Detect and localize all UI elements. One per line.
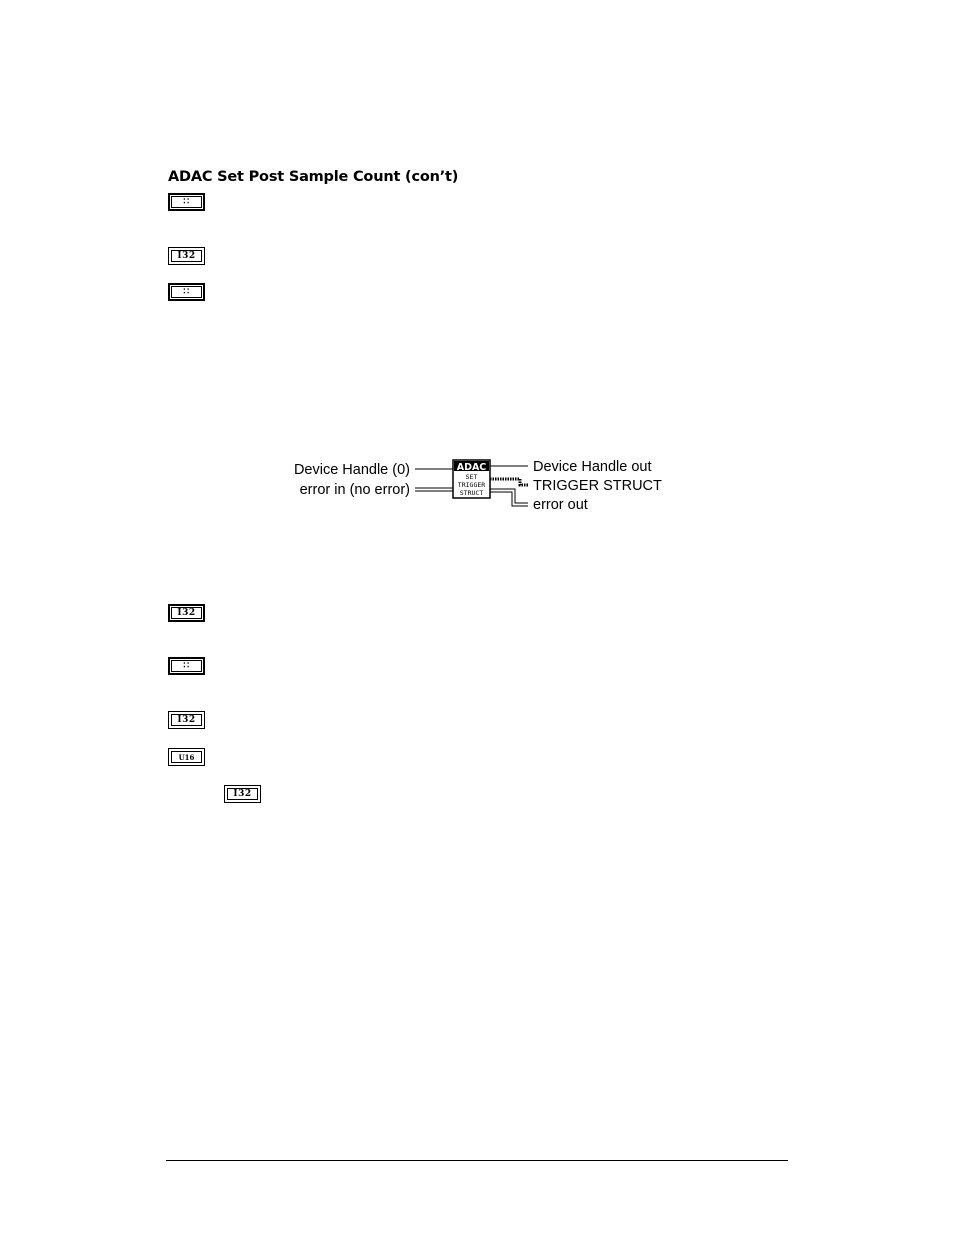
i32-icon	[224, 785, 261, 803]
node-line: STRUCT	[459, 489, 484, 497]
u16-icon-label: U16	[178, 752, 195, 762]
output-label-error-out: error out	[533, 497, 588, 513]
i32-icon-label: I32	[177, 250, 196, 261]
wire-error-out-a	[490, 489, 528, 503]
footer-rule	[166, 1160, 788, 1161]
node-line: TRIGGER	[457, 481, 486, 489]
i32-icon	[168, 247, 205, 265]
i32-icon-label: I32	[177, 607, 196, 618]
output-label-trigger-struct: TRIGGER STRUCT	[533, 478, 662, 494]
input-label-device-handle: Device Handle (0)	[293, 462, 410, 478]
wire-error-out-b	[490, 492, 528, 506]
cluster-icon-glyph: ∷	[183, 196, 190, 207]
cluster-icon-glyph: ∷	[183, 660, 190, 671]
i32-icon-label: I32	[233, 788, 252, 799]
cluster-icon-glyph: ∷	[183, 286, 190, 297]
subvi-node-icon	[453, 460, 490, 498]
cluster-icon	[168, 283, 205, 301]
i32-icon-label: I32	[177, 714, 196, 725]
i32-icon	[168, 711, 205, 729]
section-heading: ADAC Set Post Sample Count (con’t)	[168, 169, 459, 185]
wire-trigger-struct	[490, 479, 528, 485]
cluster-icon	[168, 193, 205, 211]
i32-icon	[168, 604, 205, 622]
connector-pane-diagram	[270, 450, 690, 520]
cluster-icon	[168, 657, 205, 675]
input-label-error-in: error in (no error)	[299, 482, 410, 498]
node-line: SET	[465, 473, 478, 481]
node-title: ADAC	[456, 462, 487, 473]
output-label-device-handle-out: Device Handle out	[533, 459, 652, 475]
u16-icon	[168, 748, 205, 766]
